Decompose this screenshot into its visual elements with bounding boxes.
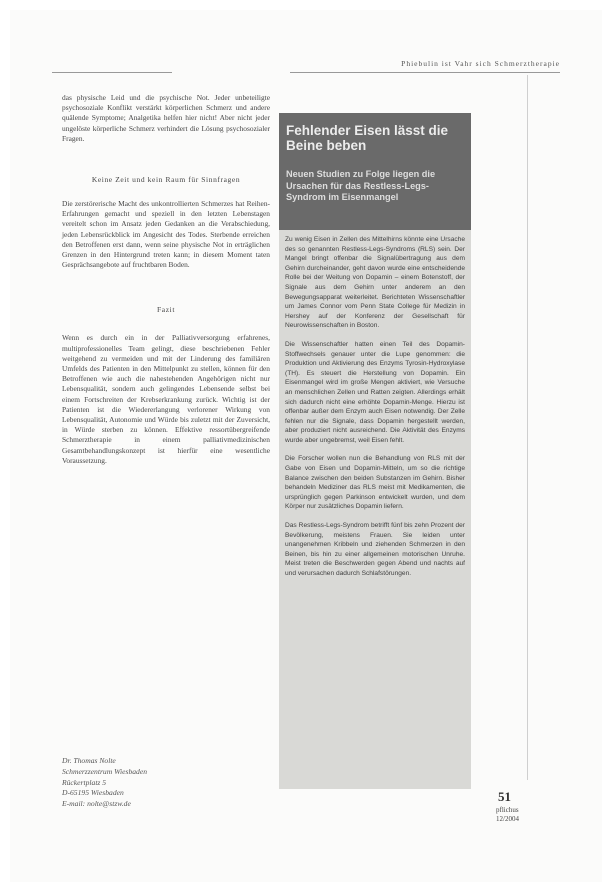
page-number: 51 xyxy=(498,789,511,804)
author-institution: Schmerzzentrum Wiesbaden xyxy=(62,766,147,776)
margin-rule xyxy=(527,75,528,780)
author-name: Dr. Thomas Nolte xyxy=(62,756,116,765)
sidebar-paragraph: Zu wenig Eisen in Zellen des Mittelhirns könnte eine Ursache des so genannten Restless-Legs-Syndroms (RLS) sein. Der Mangel bringt offenbar die Signalübertragung aus dem Gehirn durcheinander, geht davon wurde eine entscheidende Rolle bei der Weitung von Dopamin – einem Botenstoff, der Signale aus dem Gehirn unter anderem an den Bewegungsapparat weiterleitet. Berichteten Wissenschaftler um James Connor vom Penn State College für Medizin in Hershey auf der Konferenz der Gesellschaft für Neurowissenschaften in Boston. xyxy=(285,236,465,330)
running-header: Phiebulin ist Vahr sich Schmerztherapie xyxy=(401,59,560,68)
author-street: Rückertplatz 5 xyxy=(62,777,107,787)
sidebar-box xyxy=(279,113,471,789)
intro-paragraph: das physische Leid und die psychische Not. Jeder unbeteiligte psychosoziale Konflikt verstärkt körperlichen Schmerz und andere quälende Symptome; Analgetika helfen hier nicht! Aber nicht jeder ungelöste körperliche Schmerz verhindert die Lösung psychosozialer Fragen. xyxy=(62,93,270,143)
sidebar-title: Fehlender Eisen lässt die Beine beben xyxy=(286,123,449,153)
journal-issue: 12/2004 xyxy=(496,815,519,823)
journal-info xyxy=(496,806,519,824)
sidebar-body xyxy=(285,235,465,588)
author-address xyxy=(62,756,222,810)
section-heading-sinnfragen: Keine Zeit und kein Raum für Sinnfragen xyxy=(91,175,241,185)
sidebar-paragraph: Die Wissenschaftler hatten einen Teil des Dopamin-Stoffwechsels genauer unter die Lupe genommen: die Produktion und Aktivierung des Enzyms Tyrosin-Hydroxylase (TH). Es steuert die Herstellung von Dopamin. Ein Eisenmangel wird im große Mengen aktiviert, wie Versuche an menschlichen Zellen und Ratten zeigten. Allerdings erhält sich dadurch nicht eine erhöhte Dopamin-Menge. Hierzu ist offenbar außer dem Enzym auch Eisen notwendig. Der Zelle fehlen nur die Signale, dass Dopamin hergestellt werden, aber produziert nicht ausreichend. Die Aktivität des Enzyms wurde aber ungebremst, weil Eisen fehlt. xyxy=(285,340,465,444)
sidebar-subtitle: Neuen Studien zu Folge liegen die Ursachen für das Restless-Legs-Syndrom im Eisenmangel xyxy=(286,169,436,202)
sidebar-paragraph: Das Restless-Legs-Syndrom betrifft fünf bis zehn Prozent der Bevölkerung, meistens Frauen. Sie leiden unter unangenehmen Kribbeln und ziehenden Schmerzen in den Beinen, bis hin zu einer allgemeinen motorischen Unruhe. Meist treten die Beschwerden gegen Abend und nachts auf und verursachen dadurch Schlafstörungen. xyxy=(285,522,465,577)
header-rule xyxy=(290,72,560,73)
sidebar-paragraph: Die Forscher wollen nun die Behandlung von RLS mit der Gabe von Eisen und Dopamin-Mitteln, um so die richtige Balance zwischen den beiden Substanzen im Gehirn. Bisher behandeln Mediziner das RLS meist mit Medikamenten, die ursprünglich gegen Parkinson entwickelt wurden, und dem Körper nur zusätzliches Dopamin liefern. xyxy=(285,455,465,511)
sidebar-header xyxy=(279,113,471,230)
journal-name: pflichus xyxy=(496,806,519,814)
paragraph-sinnfragen: Die zerstörerische Macht des unkontrollierten Schmerzes hat Reihen-Erfahrungen gemacht und speziell in den letzten Lebenstagen vereitelt schon im Ansatz jeden Gedanken an die Verabschiedung, jeden Lebensrückblick im Angesicht des Todes. Sterbende erreichen den Betroffenen erst dann, wenn seine physische Not in erträglichen Grenzen in den Hintergrund treten kann; in diesem Moment taten Gesprächsangebote auf fruchtbaren Boden. xyxy=(62,199,270,270)
section-heading-fazit: Fazit xyxy=(157,305,175,315)
author-email[interactable]: E-mail: nolte@stzw.de xyxy=(62,799,131,809)
left-column xyxy=(62,93,270,466)
header-rule xyxy=(52,72,172,73)
paragraph-fazit: Wenn es durch ein in der Palliativversorgung erfahrenes, multiprofessionelles Team gelingt, diese beschriebenen Fehler weitgehend zu vermeiden und mit der Linderung des familiären Umfelds des Patienten in den Mittelpunkt zu stellen, können für den Betroffenen wie auch die nahestehenden Angehörigen nicht nur Lebensqualität, sondern auch gelingendes Lebensende selbst bei einem Fortschreiten der Krebserkrankung zurück. Wichtig ist der Patienten ist die Wiedererlangung verlorener Wirkung von Lebensqualität, Autonomie und Würde bis zuletzt mit der Zuversicht, in Würde sterben zu können. Effektive ressortübergreifende Schmerztherapie in einem palliativmedizinischen Gesamtbehandlungskonzept ist hierfür eine wesentliche Voraussetzung. xyxy=(62,333,270,465)
author-city: D-65195 Wiesbaden xyxy=(62,788,124,798)
